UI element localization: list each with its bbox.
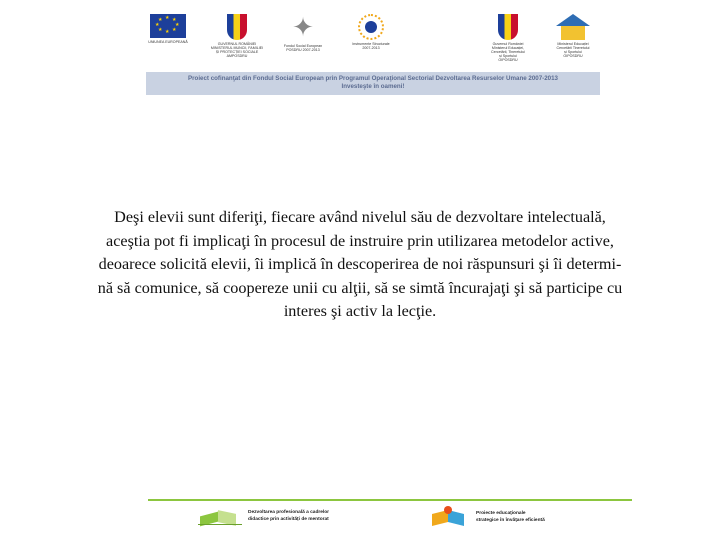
logo-caption: Guvernul României Ministerul Educației, Cercetării, Tineretului și Sportului OIPOSDRU xyxy=(491,42,525,62)
logo-caption: Instrumente Structurale 2007-2013 xyxy=(352,42,390,50)
logo-caption: Fondul Social European POSDRU 2007-2013 xyxy=(283,44,323,52)
logo-caption: GUVERNUL ROMÂNIEI MINISTERUL MUNCII, FAMILIEI ȘI PROTECȚIEI SOCIALE AMPOSDRU xyxy=(210,42,264,58)
footer-divider xyxy=(148,499,632,501)
footer-right-text: Proiecte educaţionale strategice în învăţare eficientă xyxy=(476,511,545,523)
project-banner: Proiect cofinanţat din Fondul Social European prin Programul Operaţional Sectorial Dezvoltarea Resurselor Umane 2007-2013 Investeşte în oameni! xyxy=(146,72,600,95)
eu-flag-icon: ★ ★ ★ ★ ★ ★ ★ ★ xyxy=(150,14,186,38)
fse-logo xyxy=(278,14,328,52)
footer-left-project xyxy=(198,506,329,526)
romania-coat-of-arms-logo-2 xyxy=(484,14,532,62)
header-logos xyxy=(146,10,600,96)
footer-right-project xyxy=(430,506,545,528)
colorful-book-icon xyxy=(430,506,470,528)
education-ministry-logo xyxy=(548,14,598,58)
coat-of-arms-icon xyxy=(227,14,247,40)
slide-body-text: Deşi elevii sunt diferiţi, fiecare având nivelul său de dezvoltare intelectuală, aceştia pot fi implicaţi în procesul de instruire prin utilizarea metodelor active, deoarece solicită elevii, îi implică în descoperirea de noi răspunsuri şi îi determi- nă să comunice, să coopereze unii cu alţii, să se simtă încurajaţi şi să participe cu interes şi activ la lecţie. xyxy=(97,208,623,320)
eu-flag-logo xyxy=(148,14,188,44)
logo-caption: UNIUNEA EUROPEANĂ xyxy=(148,40,188,44)
footer-left-text: Dezvoltarea profesională a cadrelor didactice prin activități de mentorat xyxy=(248,510,330,522)
open-book-icon xyxy=(198,506,242,526)
logo-caption: Ministerul Educației Cercetării Tineretului și Sportului OIPOSDRU xyxy=(556,42,590,58)
instrumente-structurale-logo xyxy=(346,14,396,50)
structural-instruments-icon xyxy=(355,14,387,40)
coat-of-arms-icon xyxy=(498,14,518,40)
romania-coat-of-arms-logo xyxy=(208,14,266,58)
house-icon xyxy=(552,14,594,40)
star-icon: ✦ xyxy=(292,13,314,42)
